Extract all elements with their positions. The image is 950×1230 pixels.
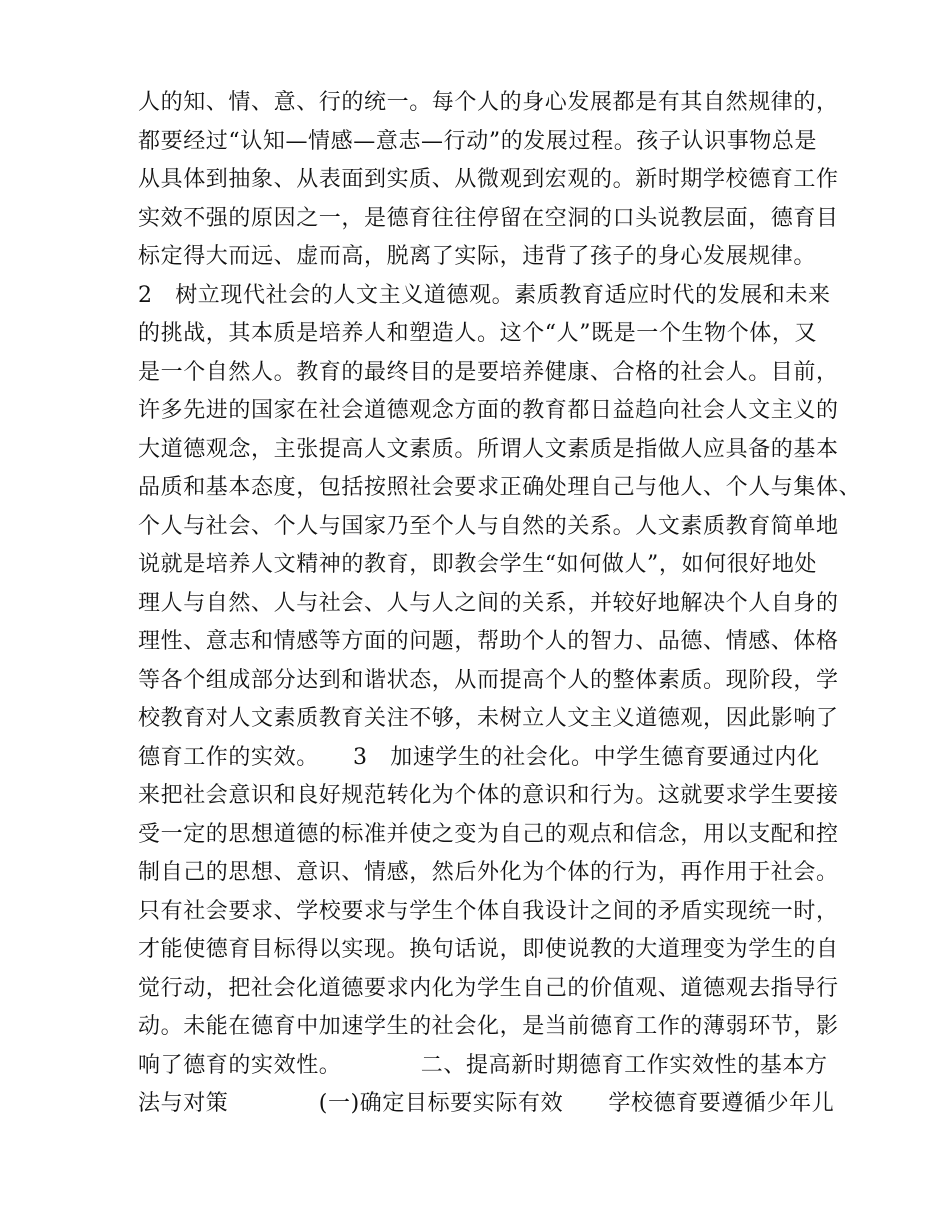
text-line: 理人与自然、人与社会、人与人之间的关系，并较好地解决个人自身的 xyxy=(138,590,839,616)
text-line: 的挑战，其本质是培养人和塑造人。这个“人”既是一个生物个体，又 xyxy=(138,321,818,346)
text-line: 等各个组成部分达到和谐状态，从而提高个人的整体素质。现阶段，学 xyxy=(138,667,839,693)
text-line: 说就是培养人文精神的教育，即教会学生“如何做人”，如何很好地处 xyxy=(138,552,818,577)
text-line: 德育工作的实效。 3 加速学生的社会化。中学生德育要通过内化 xyxy=(138,744,820,770)
text-line: 许多先进的国家在社会道德观念方面的教育都日益趋向社会人文主义的 xyxy=(138,398,839,423)
text-line: 受一定的思想道德的标准并使之变为自己的观点和信念，用以支配和控 xyxy=(138,821,839,847)
text-line: 实效不强的原因之一，是德育往往停留在空洞的口头说教层面，德育目 xyxy=(138,205,839,231)
text-line: 都要经过“认知—情感—意志—行动”的发展过程。孩子认识事物总是 xyxy=(138,128,818,154)
text-line: 响了德育的实效性。 二、提高新时期德育工作实效性的基本方 xyxy=(138,1052,828,1078)
text-line: 只有社会要求、学校要求与学生个体自我设计之间的矛盾实现统一时， xyxy=(138,898,839,924)
text-line: 品质和基本态度，包括按照社会要求正确处理自己与他人、个人与集体、 xyxy=(138,475,862,500)
text-line: 大道德观念，主张提高人文素质。所谓人文素质是指做人应具备的基本 xyxy=(138,436,839,462)
text-line: 人的知、情、意、行的统一。每个人的身心发展都是有其自然规律的， xyxy=(138,90,839,115)
text-line: 是一个自然人。教育的最终目的是要培养健康、合格的社会人。目前， xyxy=(138,359,839,385)
text-line: 校教育对人文素质教育关注不够，未树立人文主义道德观，因此影响了 xyxy=(138,706,839,731)
text-line: 2 树立现代社会的人文主义道德观。素质教育适应时代的发展和未来 xyxy=(138,282,831,308)
text-line: 制自己的思想、意识、情感，然后外化为个体的行为，再作用于社会。 xyxy=(138,860,839,885)
body-text xyxy=(138,84,862,1124)
text-line: 个人与社会、个人与国家乃至个人与自然的关系。人文素质教育简单地 xyxy=(138,513,839,539)
text-line: 觉行动，把社会化道德要求内化为学生自己的价值观、道德观去指导行 xyxy=(138,975,839,1001)
text-line: 动。未能在德育中加速学生的社会化，是当前德育工作的薄弱环节，影 xyxy=(138,1014,839,1039)
text-line: 来把社会意识和良好规范转化为个体的意识和行为。这就要求学生要接 xyxy=(138,783,839,808)
text-line: 标定得大而远、虚而高，脱离了实际，违背了孩子的身心发展规律。 xyxy=(138,244,817,269)
text-line: 理性、意志和情感等方面的问题，帮助个人的智力、品德、情感、体格 xyxy=(138,629,839,654)
text-line: 法与对策 (一)确定目标要实际有效 学校德育要遵循少年儿 xyxy=(138,1091,835,1116)
text-line: 从具体到抽象、从表面到实质、从微观到宏观的。新时期学校德育工作 xyxy=(138,167,839,192)
text-line: 才能使德育目标得以实现。换句话说，即使说教的大道理变为学生的自 xyxy=(138,937,839,962)
